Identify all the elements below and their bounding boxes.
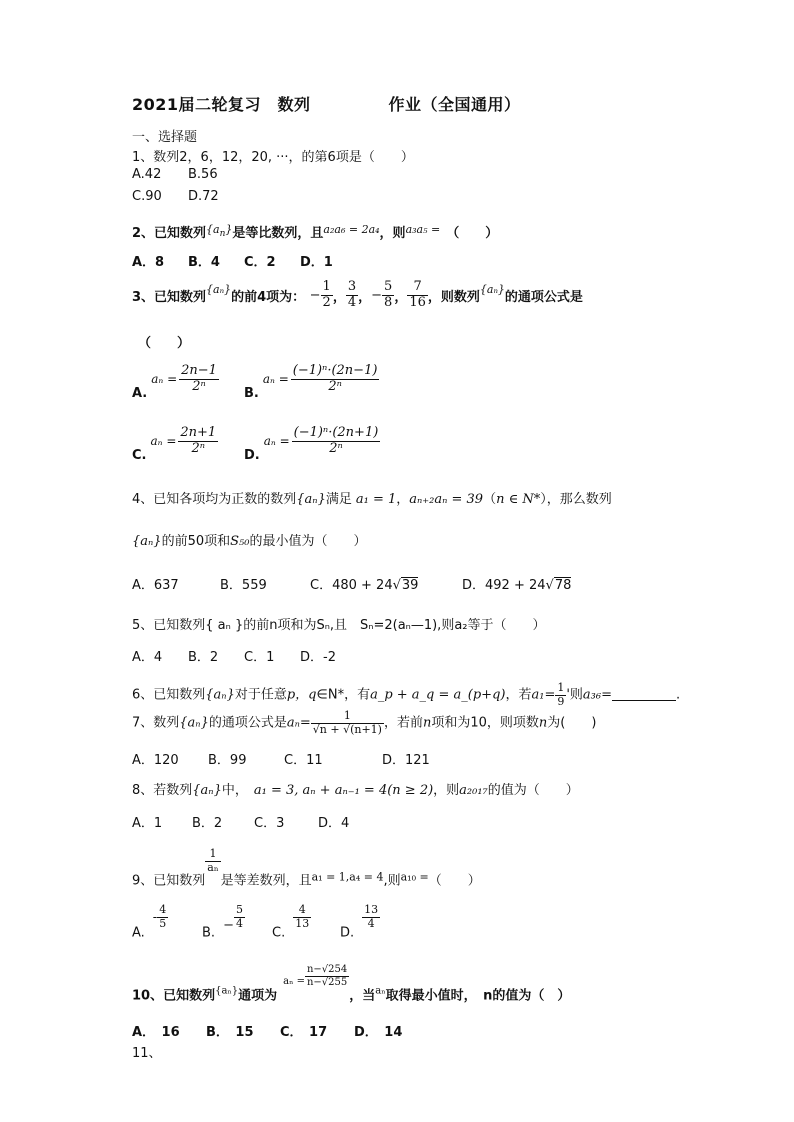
q3-term-3: $\frac{5}{8}$ — [384, 279, 393, 310]
q9-option-b: B.− $\frac{5}{4}$ — [202, 903, 243, 941]
q7-option-a: A．120 — [132, 753, 179, 768]
q3-comma-1: ， — [332, 289, 346, 305]
q2-paren: （ ） — [446, 226, 499, 241]
q10-option-c: C． 17 — [280, 1025, 328, 1040]
q4-options — [132, 574, 571, 593]
q10-option-b: B． 15 — [206, 1025, 254, 1040]
q9-option-d: D. $\frac{13}{4}$ — [340, 903, 379, 941]
question-11: 11、 — [132, 1046, 162, 1061]
q3-text-1: 3、已知数列 — [132, 289, 207, 305]
q6-answer-blank[interactable] — [612, 700, 676, 701]
q3-minus-1: − — [309, 287, 321, 303]
title-main: 2021届二轮复习 数列 — [132, 95, 311, 114]
q3-text-3: ，则数列 — [427, 289, 480, 305]
q2-text-2: 是等比数列，且 — [232, 226, 324, 241]
q3-option-c: C.aₙ = $\frac{2n+1}{\text{2ⁿ}}$ — [132, 425, 217, 463]
title-sub: 作业（全国通用） — [388, 95, 521, 114]
q2-text-1: 2、已知数列 — [132, 226, 207, 241]
q7-option-c: C．11 — [284, 753, 323, 768]
question-7: 7、数列{aₙ}的通项公式是aₙ= $\frac{1}{√n + √(n+1)}$ ，若前n项和为10，则项数n为( ) — [132, 709, 597, 736]
question-4: 4、已知各项均为正数的数列{aₙ}满足 a₁ = 1，aₙ₊₂aₙ = 39（n ∈ N*），那么数列 — [132, 492, 612, 507]
q1-option-c: C.90 — [132, 189, 162, 204]
q1-option-a: A.42 — [132, 167, 162, 182]
q4-option-a: A．637 — [132, 578, 179, 593]
q5-option-c: C．1 — [244, 650, 275, 665]
q3-option-a: A.aₙ = $\frac{2n-1}{\text{2ⁿ}}$ — [132, 363, 217, 401]
q3-term-2: $\frac{3}{4}$ — [347, 279, 357, 310]
q5-option-d: D．-2 — [300, 650, 336, 665]
q9-option-c: C. $\frac{4}{13}$ — [272, 903, 310, 941]
section-heading: 一、选择题 — [132, 130, 198, 145]
q10-option-d: D． 14 — [354, 1025, 403, 1040]
q8-option-a: A．1 — [132, 816, 163, 831]
q8-option-c: C．3 — [254, 816, 285, 831]
q3-minus-2: − — [371, 287, 383, 303]
q4-option-d: D．492 + 24√78 — [462, 578, 572, 593]
q3-option-d: D.aₙ = $\frac{\text{(−1)ⁿ·(2n+1)}}{\text{2ⁿ}}$ — [244, 425, 379, 463]
q1-option-d: D.72 — [188, 189, 219, 204]
q7-option-b: B．99 — [208, 753, 247, 768]
page-title — [132, 92, 521, 115]
q7-option-d: D．121 — [382, 753, 430, 768]
q3-term-1: $\frac{1}{2}$ — [322, 279, 331, 310]
q5-options — [132, 646, 336, 665]
q3-text-4: 的通项公式是 — [504, 289, 583, 305]
q3-term-4: $\frac{7}{16}$ — [409, 279, 426, 310]
q3-comma-3: ， — [394, 289, 408, 305]
q3-seq: {aₙ} — [206, 282, 232, 296]
q2-option-a: A．8 — [132, 255, 165, 270]
question-2 — [132, 222, 498, 241]
q8-option-b: B．2 — [192, 816, 223, 831]
q2-ask: a₃a₅ = — [405, 223, 441, 236]
question-6: 6、已知数列{aₙ}对于任意p，q∈N*，有a_p + a_q = a_(p+q)，若a₁= $\frac{1}{9}$ '则a₃₆= . — [132, 681, 681, 708]
q5-option-b: B．2 — [188, 650, 219, 665]
q3-text-2: 的前4项为： — [231, 289, 306, 305]
q4-option-b: B．559 — [220, 578, 267, 593]
q1-option-b: B.56 — [188, 167, 218, 182]
q3-option-b: B.aₙ = $\frac{\text{(−1)ⁿ·(2n−1)}}{\text{2ⁿ}}$ — [244, 363, 378, 401]
q5-option-a: A．4 — [132, 650, 163, 665]
q2-text-3: ，则 — [379, 226, 406, 241]
q3-paren: （ ） — [138, 336, 191, 351]
q2-option-d: D．1 — [300, 255, 333, 270]
question-10: 10、已知数列$_{\{a_n\}}$通项为$_{a_n =}$ $\frac{n-√254}{n-√255}$ ，当$_{a_n}$取得最小值时， n的值为（ ） — [132, 964, 571, 1004]
q9-option-a: A.- $\frac{4}{5}$ — [132, 903, 167, 941]
question-1: 1、数列2，6，12，20, ···，的第6项是（ ） — [132, 150, 414, 165]
q2-options — [132, 251, 333, 270]
q2-option-b: B．4 — [188, 255, 220, 270]
q4-option-c: C．480 + 24√39 — [310, 578, 419, 593]
q3-comma-2: ， — [358, 289, 372, 305]
q8-options — [132, 812, 349, 831]
q3-seq-2: {aₙ} — [479, 282, 505, 296]
q8-option-d: D．4 — [318, 816, 350, 831]
q7-options — [132, 749, 430, 768]
q10-option-a: A． 16 — [132, 1025, 180, 1040]
q2-option-c: C．2 — [244, 255, 276, 270]
question-4-line-2: {aₙ}的前50项和S₅₀的最小值为（ ） — [132, 534, 367, 549]
question-9: 9、已知数列 $\frac{1}{\text{aₙ}}$ 是等差数列，且$_{a_1 = 1,a_4 = 4}$,则$_{a_{10} =}$（ ） — [132, 847, 481, 889]
q10-options — [132, 1021, 402, 1040]
q2-seq: {an} — [206, 223, 233, 239]
question-8: 8、若数列{aₙ}中， a₁ = 3, aₙ + aₙ₋₁ = 4(n ≥ 2)，则a₂₀₁₇的值为（ ） — [132, 783, 579, 798]
q2-condition: a₂a₆ = 2a₄ — [323, 223, 380, 236]
question-3 — [132, 280, 583, 311]
question-5: 5、已知数列{ aₙ }的前n项和为Sₙ,且 Sₙ=2(aₙ—1),则a₂等于（ ） — [132, 618, 546, 633]
